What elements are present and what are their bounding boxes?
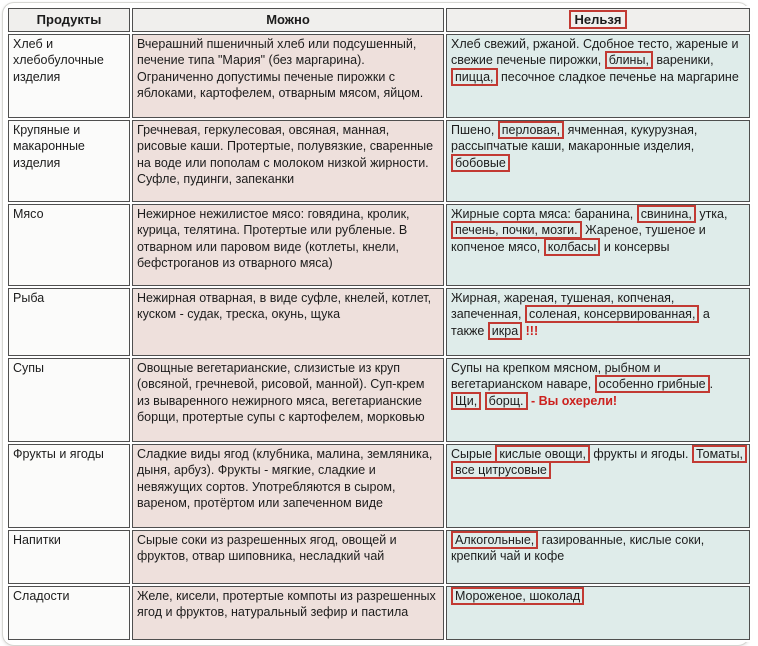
text-segment: газированные, кислые соки, крепкий чай и кофе <box>451 533 705 564</box>
column-header-allowed <box>132 8 444 32</box>
column-header-products <box>8 8 130 32</box>
forbidden-cell <box>446 204 750 286</box>
red-box-highlight: перловая, <box>498 121 564 139</box>
table-row <box>8 586 750 640</box>
red-box-highlight: борщ. <box>485 392 528 410</box>
product-cell: Хлеб и хлебобулочные изделия <box>8 34 130 118</box>
forbidden-cell <box>446 288 750 356</box>
red-box-highlight: соленая, консервированная, <box>525 305 699 323</box>
red-box-highlight: колбасы <box>544 238 601 256</box>
product-cell: Рыба <box>8 288 130 356</box>
forbidden-cell <box>446 358 750 442</box>
red-box-highlight: Мороженое, шоколад <box>451 587 584 605</box>
red-box-highlight: бобовые <box>451 154 510 172</box>
column-header-products-label: Продукты <box>36 11 102 27</box>
product-cell: Крупяные и макаронные изделия <box>8 120 130 202</box>
allowed-cell: Нежирная отварная, в виде суфле, кнелей, котлет, куском - судак, треска, окунь, щука <box>132 288 444 356</box>
product-cell: Супы <box>8 358 130 442</box>
text-segment: и консервы <box>600 239 670 254</box>
forbidden-cell <box>446 444 750 528</box>
text-segment: песочное сладкое печенье на маргарине <box>497 69 739 84</box>
text-segment: Жареное, тушеное и копченое мясо, <box>451 223 706 254</box>
text-segment: а также <box>451 307 710 338</box>
allowed-cell: Сладкие виды ягод (клубника, малина, земляника, дыня, арбуз). Фрукты - мягкие, сладкие и невяжущих сортов. Употребляются в сыром, вареном, протёртом или запеченном виде <box>132 444 444 528</box>
forbidden-cell <box>446 586 750 640</box>
table-row <box>8 358 750 442</box>
column-header-allowed-label: Можно <box>266 11 310 27</box>
forbidden-cell <box>446 530 750 584</box>
text-segment: Хлеб свежий, ржаной. Сдобное тесто, жареные и свежие печеные пирожки, <box>451 37 739 68</box>
product-cell: Напитки <box>8 530 130 584</box>
column-header-forbidden-label: Нельзя <box>574 11 622 27</box>
red-box-highlight: Щи, <box>451 392 481 410</box>
red-box-highlight <box>569 10 628 29</box>
header-row <box>8 8 750 32</box>
text-segment: фрукты и ягоды. <box>589 447 692 461</box>
red-box-highlight: особенно грибные <box>595 375 710 393</box>
allowed-cell: Желе, кисели, протертые компоты из разрешенных ягод и фруктов, натуральный зефир и пастила <box>132 586 444 640</box>
allowed-cell: Овощные вегетарианские, слизистые из круп (овсяной, гречневой, рисовой, манной). Суп-крем из вываренного нежирного мяса, вегетарианские борщи, протертые супы с картофелем, морковью <box>132 358 444 442</box>
red-box-highlight: Алкогольные, <box>451 531 538 549</box>
allowed-cell: Гречневая, геркулесовая, овсяная, манная, рисовые каши. Протертые, полувязкие, сваренные на воде или пополам с молоком низкой жирности. Суфле, пудинги, запеканки <box>132 120 444 202</box>
text-segment: утка, <box>695 207 728 221</box>
text-segment: . <box>709 377 714 392</box>
text-segment: ячменная, кукурузная, рассыпчатые каши, макаронные изделия, <box>451 123 698 154</box>
red-box-highlight: пицца, <box>451 68 498 86</box>
table-body <box>8 34 750 640</box>
product-cell: Мясо <box>8 204 130 286</box>
table-row <box>8 34 750 118</box>
red-box-highlight: печень, почки, мозги. <box>451 221 582 239</box>
table-row <box>8 204 750 286</box>
red-box-highlight: кислые овощи, <box>495 445 590 463</box>
table-row <box>8 530 750 584</box>
red-box-highlight: свинина, <box>637 205 696 223</box>
text-segment: Пшено, <box>451 123 498 137</box>
allowed-cell: Вчерашний пшеничный хлеб или подсушенный, печение типа "Мария" (без маргарина). Ограниченно допустимы печеные пирожки с яблоками, картофелем, отварным мясом, яйцом. <box>132 34 444 118</box>
text-segment: вареники, <box>652 53 714 68</box>
allowed-cell: Нежирное нежилистое мясо: говядина, кролик, курица, телятина. Протертые или рубленые. В отварном или паровом виде (котлеты, кнели, бефстроганов из отварного мяса) <box>132 204 444 286</box>
text-segment: Сырые <box>451 447 496 461</box>
red-annotation: !!! <box>522 323 539 338</box>
table-row <box>8 444 750 528</box>
text-segment: Супы на крепком мясном, рыбном и вегетарианском наваре, <box>451 361 661 392</box>
table-row <box>8 288 750 356</box>
product-cell: Фрукты и ягоды <box>8 444 130 528</box>
table-row <box>8 120 750 202</box>
diet-table <box>6 6 752 642</box>
column-header-forbidden <box>446 8 750 32</box>
red-box-highlight: икра <box>488 322 522 340</box>
text-segment: Жирная, жареная, тушеная, копченая, запеченная, <box>451 291 675 322</box>
forbidden-cell <box>446 120 750 202</box>
forbidden-cell <box>446 34 750 118</box>
red-box-highlight: блины, <box>605 51 653 69</box>
text-segment: Жирные сорта мяса: баранина, <box>451 207 637 221</box>
red-annotation: - Вы охерели! <box>527 393 618 408</box>
diet-table-card <box>2 2 750 646</box>
allowed-cell: Сырые соки из разрешенных ягод, овощей и фруктов, отвар шиповника, несладкий чай <box>132 530 444 584</box>
product-cell: Сладости <box>8 586 130 640</box>
red-box-highlight: Томаты, все цитрусовые <box>451 445 747 479</box>
